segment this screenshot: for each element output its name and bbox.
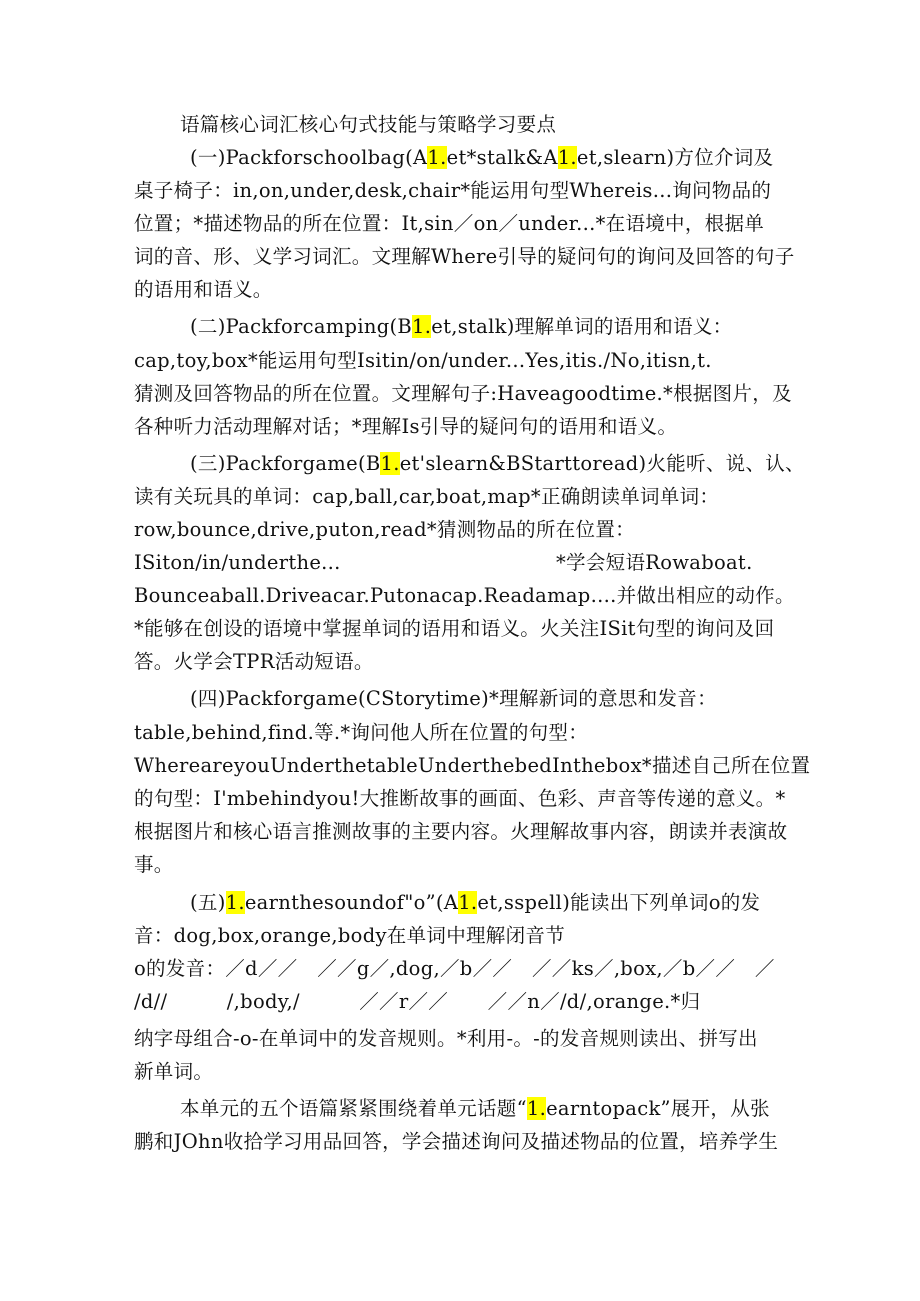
text-line: 答。火学会TPR活动短语。 — [134, 650, 374, 673]
highlight-mark: 1. — [557, 146, 577, 169]
section-5-title: (五)1.earnthesoundof"o”(A1.et,sspell)能读出下列单词o的发 — [190, 891, 761, 914]
text-line: cap,toy,box*能运用句型Isitin/on/under...Yes,itis./No,itisn,t. — [134, 349, 712, 372]
section-3-title: (三)Packforgame(B1.et'slearn&BStarttoread)火能听、说、认、 — [190, 452, 805, 475]
summary-paragraph-line: 本单元的五个语篇紧紧围绕着单元话题“1.earntopack”展开，从张 — [180, 1097, 770, 1120]
highlight-mark: 1. — [225, 891, 245, 914]
text-line: 事。 — [134, 853, 174, 876]
highlight-mark: 1. — [380, 452, 400, 475]
text-line: 猜测及回答物品的所在位置。文理解句子:Haveagoodtime.*根据图片，及 — [134, 382, 792, 405]
section-4-title: (四)Packforgame(CStorytime)*理解新词的意思和发音： — [190, 687, 717, 710]
text-line: 位置；*描述物品的所在位置：It,sin／on／under...*在语境中，根据单 — [134, 212, 765, 235]
text-line: table,behind,find.等.*询问他人所在位置的句型： — [134, 721, 589, 744]
table-header-line: 语篇核心词汇核心句式技能与策略学习要点 — [180, 113, 557, 136]
highlight-mark: 1. — [427, 146, 447, 169]
section-1-title: (一)Packforschoolbag(A1.et*stalk&A1.et,slearn)方位介词及 — [190, 146, 774, 169]
phonetics-line: o的发音：／d／／ ／／g／,dog,／b／／ ／／ks／,box,／b／／ ／ — [134, 957, 775, 980]
text-line: 词的音、形、义学习词汇。文理解Where引导的疑问句的询问及回答的句子 — [134, 245, 795, 268]
text-line: 读有关玩具的单词：cap,ball,car,boat,map*正确朗读单词单词： — [134, 485, 720, 508]
text-line: *能够在创设的语境中掌握单词的语用和语义。火关注ISit句型的询问及回 — [134, 617, 775, 640]
text-line: 新单词。 — [134, 1060, 214, 1083]
highlight-mark: 1. — [458, 891, 478, 914]
text-line: 桌子椅子：in,on,under,desk,chair*能运用句型Whereis...询问物品的 — [134, 179, 772, 202]
text-line: 的语用和语义。 — [134, 278, 273, 301]
phonetics-line: /d// /,body,/ ／／r／／ ／／n／/d/,orange.*归 — [134, 990, 701, 1013]
text-line: ISiton/in/underthe... — [134, 551, 341, 574]
text-line: Bounceaball.Driveacar.Putonacap.Readamap....并做出相应的动作。 — [134, 584, 795, 607]
text-line: *学会短语Rowaboat. — [556, 551, 753, 574]
text-line: 音：dog,box,orange,body在单词中理解闭音节 — [134, 924, 566, 947]
text-line: WhereareyouUnderthetableUnderthebedInthebox*描述自己所在位置 — [134, 754, 811, 777]
highlight-mark: 1. — [526, 1097, 547, 1120]
highlight-mark: 1. — [412, 315, 432, 338]
text-line: 的句型：I'mbehindyou!大推断故事的画面、色彩、声音等传递的意义。* — [134, 787, 786, 810]
summary-paragraph-line: 鹏和JOhn收拾学习用品回答，学会描述询问及描述物品的位置，培养学生 — [134, 1130, 779, 1153]
text-line: 纳字母组合-o-在单词中的发音规则。*利用-。-的发音规则读出、拼写出 — [134, 1027, 758, 1050]
section-2-title: (二)Packforcamping(B1.et,stalk)理解单词的语用和语义： — [190, 315, 733, 338]
text-line: 各种听力活动理解对话；*理解Is引导的疑问句的语用和语义。 — [134, 415, 678, 438]
text-line: row,bounce,drive,puton,read*猜测物品的所在位置： — [134, 518, 635, 541]
text-line: 根据图片和核心语言推测故事的主要内容。火理解故事内容，朗读并表演故 — [134, 820, 788, 843]
